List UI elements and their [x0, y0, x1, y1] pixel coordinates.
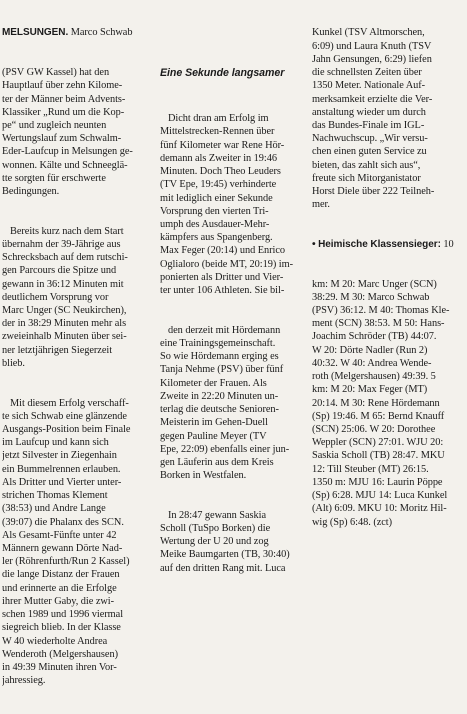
- text-line: 40:32. W 40: Andrea Wende-: [312, 357, 432, 369]
- text-line: Meike Baumgarten (TB, 30:40): [160, 549, 290, 561]
- text-line: ment (SCN) 38:53. M 50: Hans-: [312, 318, 445, 330]
- text-line: Bedingungen.: [2, 186, 60, 198]
- text-line: jahressieg.: [2, 675, 46, 687]
- text-line: Klassiker „Rund um die Kop-: [2, 106, 125, 118]
- text-line: Mit diesem Erfolg verschaff-: [10, 397, 129, 409]
- text-line: zweieinhalb Minuten über sei-: [2, 331, 127, 343]
- text-line: Vorsprung den vierten Tri-: [160, 205, 269, 217]
- text-line: eine Trainingsgemeinschaft.: [160, 337, 276, 349]
- text-line: W 40 wiederholte Andrea: [2, 635, 108, 647]
- text-line: (SCN) 25:06. W 20: Dorothee: [312, 424, 436, 435]
- text-line: Epe, 22:09) ebenfalls einer jun-: [160, 443, 290, 455]
- text-line: das Bundes-Finale im IGL-: [312, 119, 425, 131]
- text-line: ter unter 106 Athleten. Sie bil-: [160, 285, 285, 297]
- paragraph-women-race: [160, 324, 304, 483]
- text-line: Hauptlauf über zehn Kilome-: [2, 80, 123, 92]
- text-line: jetzt Silvester in Ziegenhain: [2, 450, 117, 462]
- text-line: freute sich Mitorganistator: [312, 172, 421, 184]
- results-heading-line: [312, 238, 467, 251]
- text-line: 20:14. M 30: Rene Hördemann: [312, 397, 440, 409]
- text-line: demann als Zweiter in 19:46: [160, 152, 277, 164]
- text-line: blieb.: [2, 357, 25, 369]
- text-line: merksamkeit erzielte die Ver-: [312, 93, 433, 105]
- text-line: Jahn Gensungen, 6:29) liefen: [312, 53, 432, 65]
- text-line: strichen Thomas Klement: [2, 490, 108, 502]
- text-line: roth (Melgershausen) 49:39. 5: [312, 371, 436, 383]
- text-line: In 28:47 gewann Saskia: [168, 509, 267, 521]
- text-line: ner letztjährigen Siegerzeit: [2, 344, 113, 356]
- text-line: fünf Kilometer war Rene Hör-: [160, 139, 285, 151]
- paragraph-intro: [2, 66, 154, 198]
- article-column-3: [312, 0, 467, 555]
- text-line: auf den dritten Rang mit. Luca: [160, 562, 286, 574]
- text-line: die schnellsten Zeiten über: [312, 67, 422, 79]
- text-line: Zweite in 22:20 Minuten un-: [160, 390, 279, 402]
- text-line: Tanja Nehme (PSV) über fünf: [160, 364, 284, 376]
- text-line: Saskia Scholl (TB) 28:47. MKU: [312, 450, 445, 462]
- text-line: Als Gesamt-Fünfte unter 42: [2, 529, 117, 541]
- text-line: ein Bummelrennen erlauben.: [2, 463, 121, 475]
- text-line: (Alt) 6:09. MKU 10: Moritz Hil-: [312, 503, 447, 515]
- text-line: pe“ und zugleich neunten: [2, 119, 107, 131]
- text-line: wig (Sp) 6:48. (zct): [312, 516, 393, 528]
- results-heading: Heimische Klassensieger:: [318, 238, 441, 250]
- text-line: 1350 m: MJU 16: Laurin Pöppe: [312, 476, 443, 488]
- text-line: übernahm der 39-Jährige aus: [2, 238, 121, 250]
- text-line: terlag die deutsche Senioren-: [160, 404, 279, 416]
- text-line: (Sp) 6:28. MJU 14: Luca Kunkel: [312, 490, 448, 502]
- text-line: Als Dritter und Vierter unter-: [2, 476, 122, 488]
- text-line: Weppler (SCN) 27:01. WJU 20:: [312, 437, 444, 449]
- text-line: gen Läuferin aus dem Kreis: [160, 456, 274, 468]
- text-line: Max Feger (20:14) und Enrico: [160, 245, 285, 257]
- text-line: der in 38:29 Minuten mehr als: [2, 318, 127, 330]
- text-line: Wertung der U 20 und zog: [160, 536, 269, 548]
- text-line: gewann in 36:12 Minuten mit: [2, 278, 124, 290]
- text-line: Meisterin im Gehen-Duell: [160, 417, 268, 429]
- text-line: te sich Schwab eine glänzende: [2, 410, 127, 422]
- text-line: km: M 20: Max Feger (MT): [312, 384, 428, 396]
- text-line: Wenderoth (Melgershausen): [2, 648, 118, 660]
- paragraph-organizer-quote: [312, 26, 467, 211]
- text-line: kämpfers aus Spangenberg.: [160, 232, 273, 244]
- results-heading-rest: 10: [440, 238, 454, 250]
- text-line: ler (Röhrenfurth/Run 2 Kassel): [2, 556, 130, 568]
- text-line: W 20: Dörte Nadler (Run 2): [312, 344, 428, 356]
- paragraph-middle-distance: [160, 112, 304, 297]
- text-line: (PSV) 36:12. M 40: Thomas Kle-: [312, 305, 450, 317]
- text-line: bieten, das zahlt sich aus“,: [312, 159, 421, 171]
- text-line: und erinnerte an die Erfolge: [2, 582, 117, 594]
- text-line: siegreich blieb. In der Klasse: [2, 622, 121, 634]
- text-line: (39:07) die Phalanx des SCN.: [2, 516, 124, 528]
- text-line: gegen Pauline Meyer (TV: [160, 430, 267, 442]
- text-line: umph des Ausdauer-Mehr-: [160, 219, 270, 231]
- text-line: Borken in Westfalen.: [160, 470, 247, 482]
- text-line: Kunkel (TSV Altmorschen,: [312, 27, 425, 39]
- text-line: (TV Epe, 19:45) verhinderte: [160, 179, 277, 191]
- text-line: schen 1989 und 1996 viermal: [2, 609, 124, 621]
- text-line: So wie Hördemann erging es: [160, 351, 279, 363]
- article-lead-line: [2, 26, 154, 39]
- text-line: (Sp) 19:46. M 65: Bernd Knauff: [312, 410, 445, 422]
- text-line: ter der Männer beim Advents-: [2, 93, 126, 105]
- article-column-1: [2, 0, 154, 714]
- text-line: tte sorgten für erschwerte: [2, 172, 106, 184]
- text-line: 6:09) und Laura Knuth (TSV: [312, 40, 432, 52]
- subheading: Eine Sekunde langsamer: [160, 66, 285, 79]
- text-line: 38:29. M 30: Marco Schwab: [312, 291, 430, 303]
- text-line: Eder-Laufcup in Melsungen ge-: [2, 146, 133, 158]
- text-line: mit lediglich einer Sekunde: [160, 192, 273, 204]
- text-line: ihrer Mutter Gaby, die zwi-: [2, 595, 115, 607]
- text-line: Horst Diele über 222 Teilneh-: [312, 186, 435, 198]
- text-line: Bereits kurz nach dem Start: [10, 225, 124, 237]
- article-column-2: [160, 39, 304, 601]
- text-line: (38:53) und Andre Lange: [2, 503, 106, 515]
- text-line: Scholl (TuSpo Borken) die: [160, 523, 271, 535]
- text-line: Marc Unger (SC Neukirchen),: [2, 305, 127, 317]
- text-line: Schrecksbach auf dem rutschi-: [2, 252, 128, 264]
- text-line: anstaltung wieder um durch: [312, 106, 426, 118]
- text-line: Minuten. Doch Theo Leuders: [160, 166, 281, 178]
- text-line: im Laufcup und kann sich: [2, 437, 109, 449]
- text-line: in 49:39 Minuten ihren Vor-: [2, 661, 117, 673]
- paragraph-youth-race: [160, 509, 304, 575]
- text-line: gen Parcours die Spitze und: [2, 265, 117, 277]
- text-line: (PSV GW Kassel) hat den: [2, 67, 110, 79]
- text-line: deutlichem Vorsprung vor: [2, 291, 109, 303]
- text-line: mer.: [312, 199, 330, 211]
- paragraph-cup-standing: [2, 397, 154, 688]
- text-line: wonnen. Kälte und Schneeglä-: [2, 159, 128, 171]
- text-line: Oglialoro (beide MT, 20:19) im-: [160, 258, 293, 270]
- text-line: die lange Distanz der Frauen: [2, 569, 120, 581]
- paragraph-race-report: [2, 225, 154, 370]
- text-line: Joachim Schröder (TB) 44:07.: [312, 331, 437, 343]
- text-line: Nachwuchscup. „Wir versu-: [312, 133, 428, 145]
- text-line: km: M 20: Marc Unger (SCN): [312, 278, 437, 290]
- text-line: Kilometer der Frauen. Als: [160, 377, 267, 389]
- text-line: 12: Till Steuber (MT) 26:15.: [312, 463, 429, 475]
- dateline: MELSUNGEN.: [2, 27, 69, 39]
- text-line: Ausgangs-Position beim Finale: [2, 424, 131, 435]
- bullet-icon: •: [312, 238, 316, 250]
- lead-text: Marco Schwab: [68, 27, 133, 39]
- text-line: Mittelstrecken-Rennen über: [160, 126, 275, 138]
- text-line: 1350 Meter. Nationale Auf-: [312, 80, 426, 92]
- text-line: chen einen guten Service zu: [312, 146, 427, 158]
- text-line: Männern gewann Dörte Nad-: [2, 542, 123, 554]
- text-line: ponierten als Dritter und Vier-: [160, 271, 284, 283]
- text-line: den derzeit mit Hördemann: [168, 324, 281, 336]
- results-list: [312, 278, 467, 529]
- text-line: Wertungslauf zum Schwalm-: [2, 133, 122, 145]
- text-line: Dicht dran am Erfolg im: [168, 113, 269, 125]
